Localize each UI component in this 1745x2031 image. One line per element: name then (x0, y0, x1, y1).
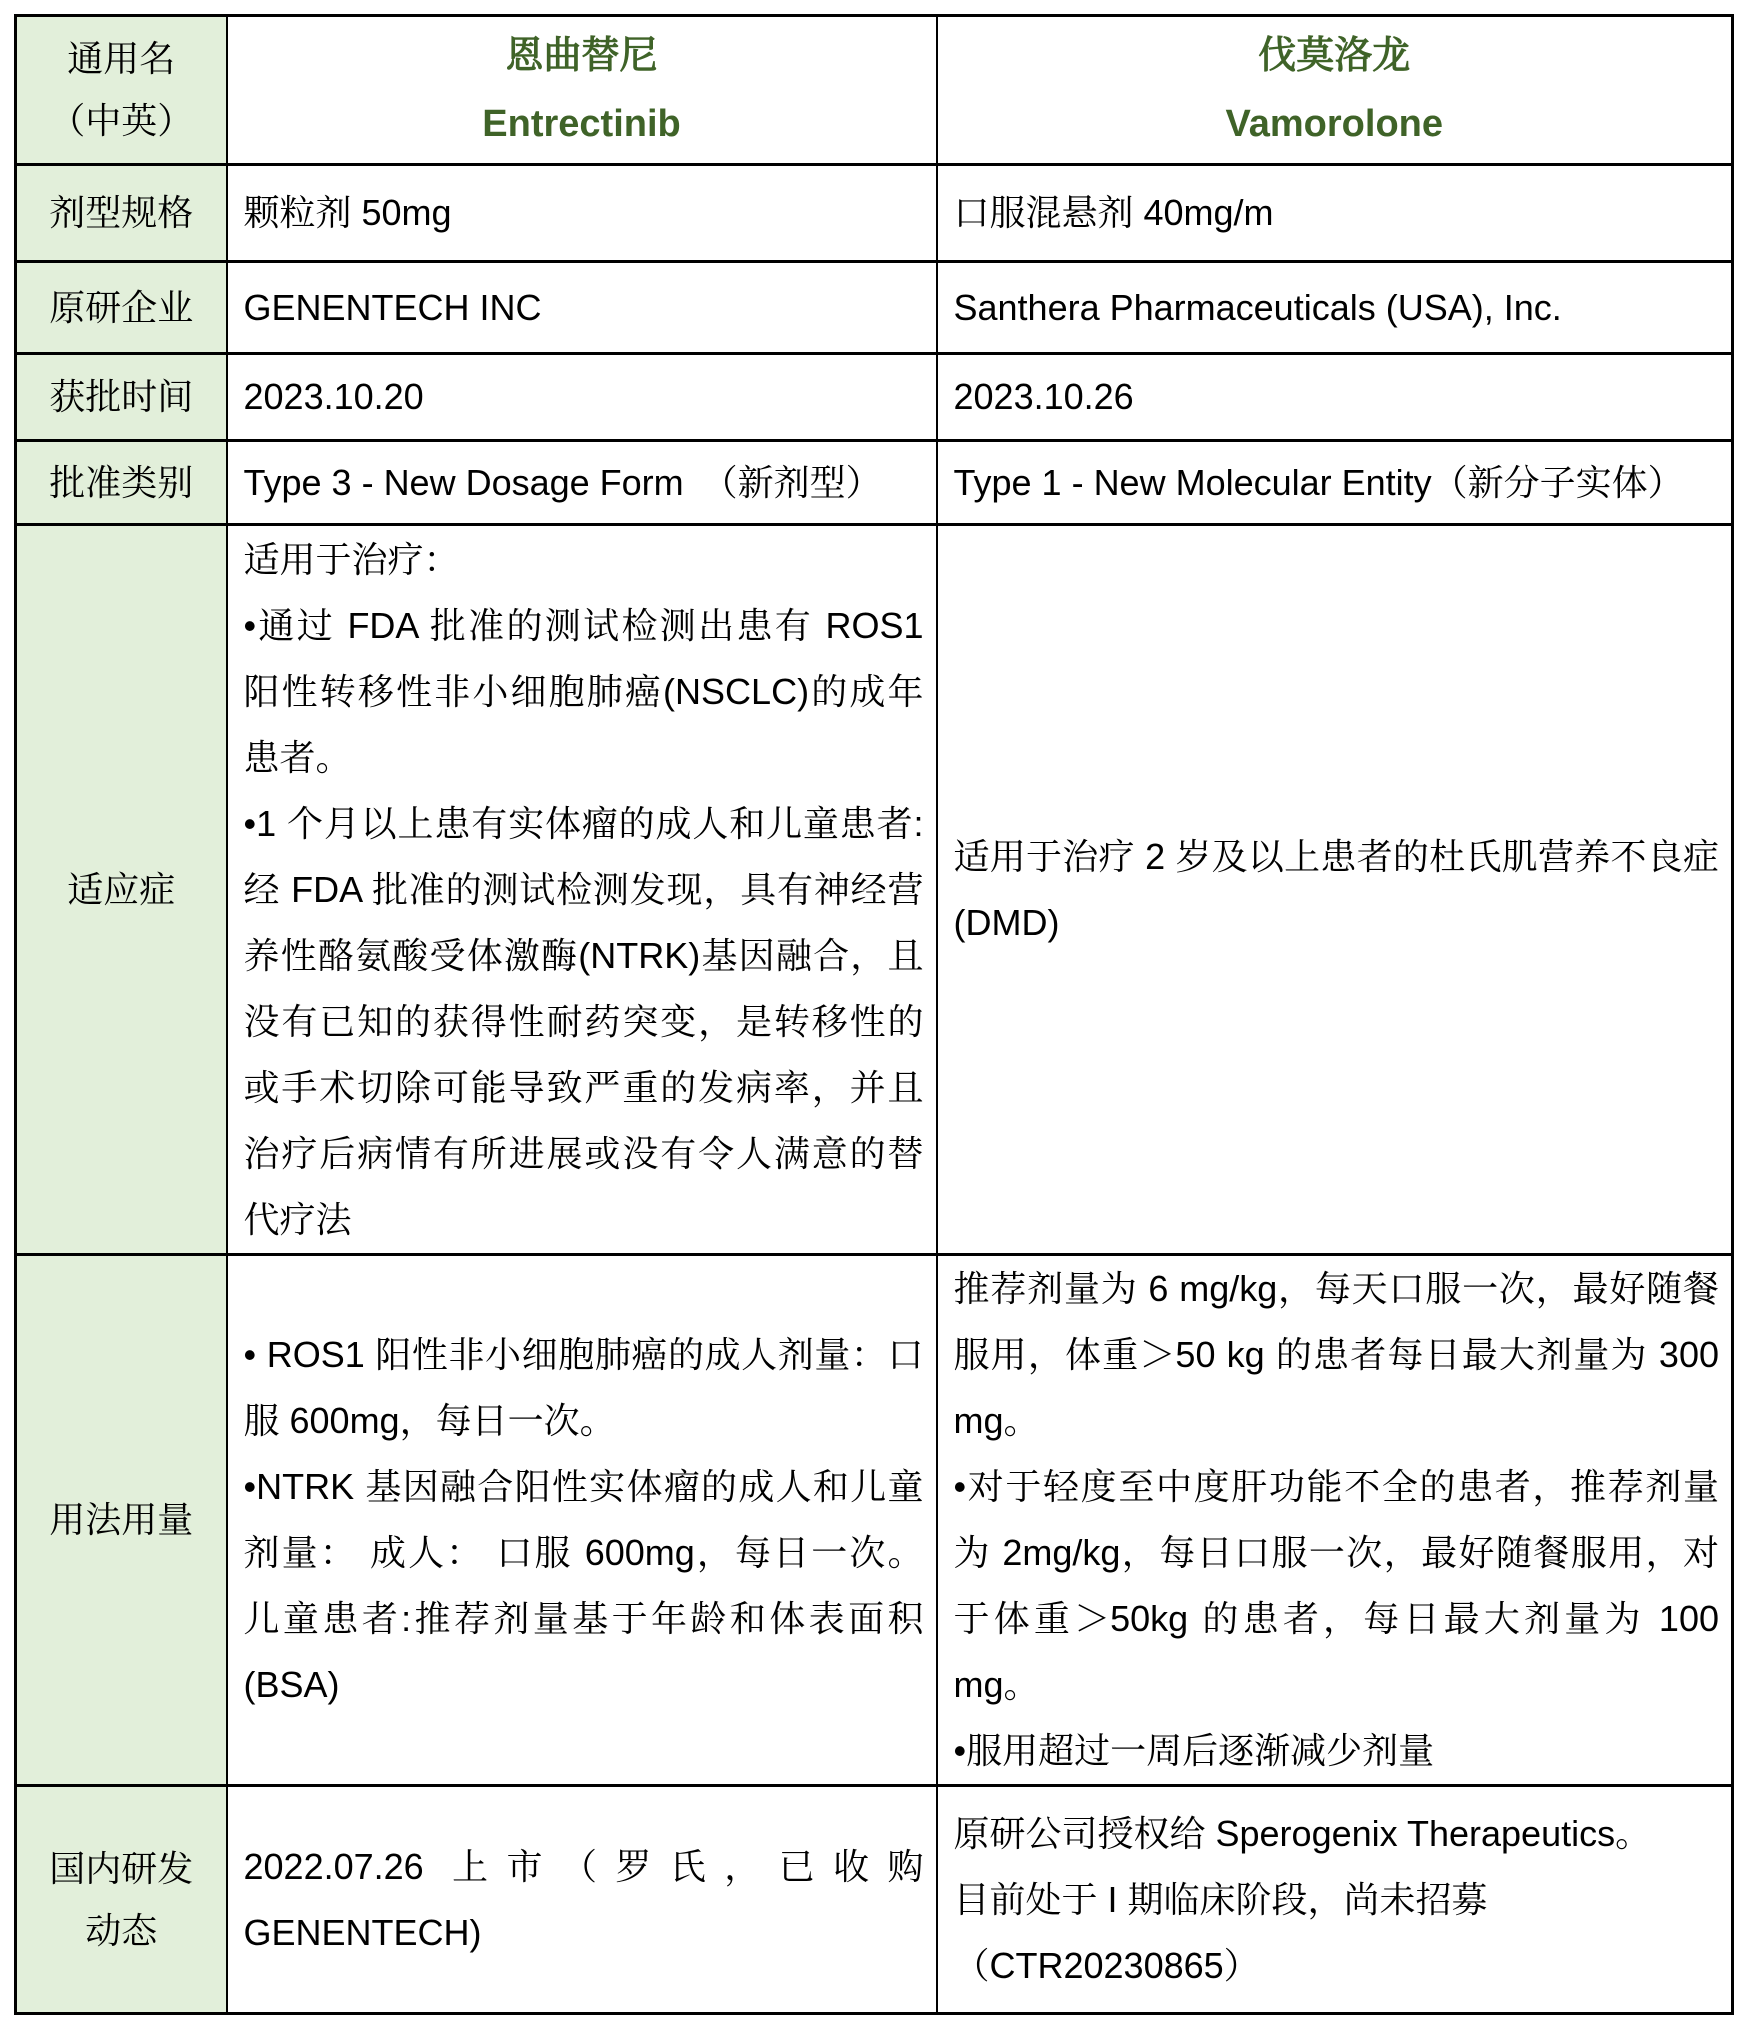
row-usage-dosage (16, 1255, 1733, 1786)
dosage-form-drug1: 颗粒剂 50mg (227, 165, 937, 262)
indications-drug1-intro: 适用于治疗： (243, 538, 460, 580)
dosage-form-drug2: 口服混悬剂 40mg/m (937, 165, 1733, 262)
drug1-name-cell (227, 16, 937, 165)
row-approval-date (16, 354, 1733, 441)
domestic-rd-drug2-line1: 原研公司授权给 Sperogenix Therapeutics。 (953, 1812, 1652, 1854)
domestic-rd-drug2-line2: 目前处于 I 期临床阶段，尚未招募 (953, 1878, 1488, 1920)
indications-drug2 (937, 525, 1733, 1255)
domestic-rd-drug2-line3: （CTR20230865） (953, 1944, 1260, 1986)
indications-drug2-text: 适用于治疗 2 岁及以上患者的杜氏肌营养不良症(DMD) (953, 835, 1719, 943)
row-generic-name (16, 16, 1733, 165)
row-indications (16, 525, 1733, 1255)
approval-type-drug2: Type 1 - New Molecular Entity（新分子实体） (937, 441, 1733, 525)
dosage-form-label: 剂型规格 (16, 165, 227, 262)
domestic-rd-drug1-text: 2022.07.26 上市（罗氏，已收购 GENENTECH) (243, 1845, 924, 1953)
usage-dosage-drug1-item1: • ROS1 阳性非小细胞肺癌的成人剂量：口服 600mg，每日一次。 (243, 1334, 924, 1441)
drug2-name-cn: 伐莫洛龙 (1258, 35, 1411, 77)
row-originator (16, 262, 1733, 354)
usage-dosage-drug2 (937, 1255, 1733, 1786)
domestic-rd-label (16, 1786, 227, 2014)
usage-dosage-drug1 (227, 1255, 937, 1786)
row-approval-type (16, 441, 1733, 525)
row-dosage-form (16, 165, 1733, 262)
indications-label: 适应症 (16, 525, 227, 1255)
approval-date-label: 获批时间 (16, 354, 227, 441)
usage-dosage-drug2-item1: 推荐剂量为 6 mg/kg，每天口服一次，最好随餐服用，体重＞50 kg 的患者每日最大剂量为 300 mg。 (953, 1268, 1719, 1441)
indications-drug1-item2: •1 个月以上患有实体瘤的成人和儿童患者:经 FDA 批准的测试检测发现，具有神经营养性酪氨酸受体激酶(NTRK)基因融合，且没有已知的获得性耐药突变，是转移性的或手术切除可能导致严重的发病率，并且治疗后病情有所进展或没有令人满意的替代疗法 (243, 802, 924, 1240)
originator-drug2: Santhera Pharmaceuticals (USA), Inc. (937, 262, 1733, 354)
usage-dosage-drug1-item2: •NTRK 基因融合阳性实体瘤的成人和儿童剂量： 成人： 口服 600mg，每日一次。儿童患者:推荐剂量基于年龄和体表面积(BSA) (243, 1466, 924, 1705)
approval-date-drug1: 2023.10.20 (227, 354, 937, 441)
drug2-name-en: Vamorolone (1225, 103, 1443, 145)
domestic-rd-drug1 (227, 1786, 937, 2014)
approval-type-label: 批准类别 (16, 441, 227, 525)
usage-dosage-drug2-item2: •对于轻度至中度肝功能不全的患者，推荐剂量为 2mg/kg，每日口服一次，最好随餐服用，对于体重＞50kg 的患者，每日最大剂量为 100 mg。 (953, 1466, 1719, 1705)
domestic-rd-drug2 (937, 1786, 1733, 2014)
drug1-name-en: Entrectinib (482, 103, 681, 145)
indications-drug1 (227, 525, 937, 1255)
domestic-rd-label-line1: 国内研发 (49, 1847, 194, 1889)
usage-dosage-drug2-item3: •服用超过一周后逐渐减少剂量 (953, 1730, 1435, 1771)
domestic-rd-label-line2: 动态 (85, 1909, 158, 1951)
originator-drug1: GENENTECH INC (227, 262, 937, 354)
usage-dosage-label: 用法用量 (16, 1255, 227, 1786)
indications-drug1-item1: •通过 FDA 批准的测试检测出患有 ROS1 阳性转移性非小细胞肺癌(NSCLC)的成年患者。 (243, 604, 924, 778)
drug1-name-cn: 恩曲替尼 (505, 35, 658, 77)
row-domestic-rd (16, 1786, 1733, 2014)
generic-name-label-line1: 通用名 (67, 38, 176, 79)
drug2-name-cell (937, 16, 1733, 165)
approval-date-drug2: 2023.10.26 (937, 354, 1733, 441)
drug-comparison-table (14, 14, 1734, 2015)
generic-name-label-cell (16, 16, 227, 165)
approval-type-drug1: Type 3 - New Dosage Form （新剂型） (227, 441, 937, 525)
generic-name-label-line2: （中英） (49, 100, 194, 141)
originator-label: 原研企业 (16, 262, 227, 354)
